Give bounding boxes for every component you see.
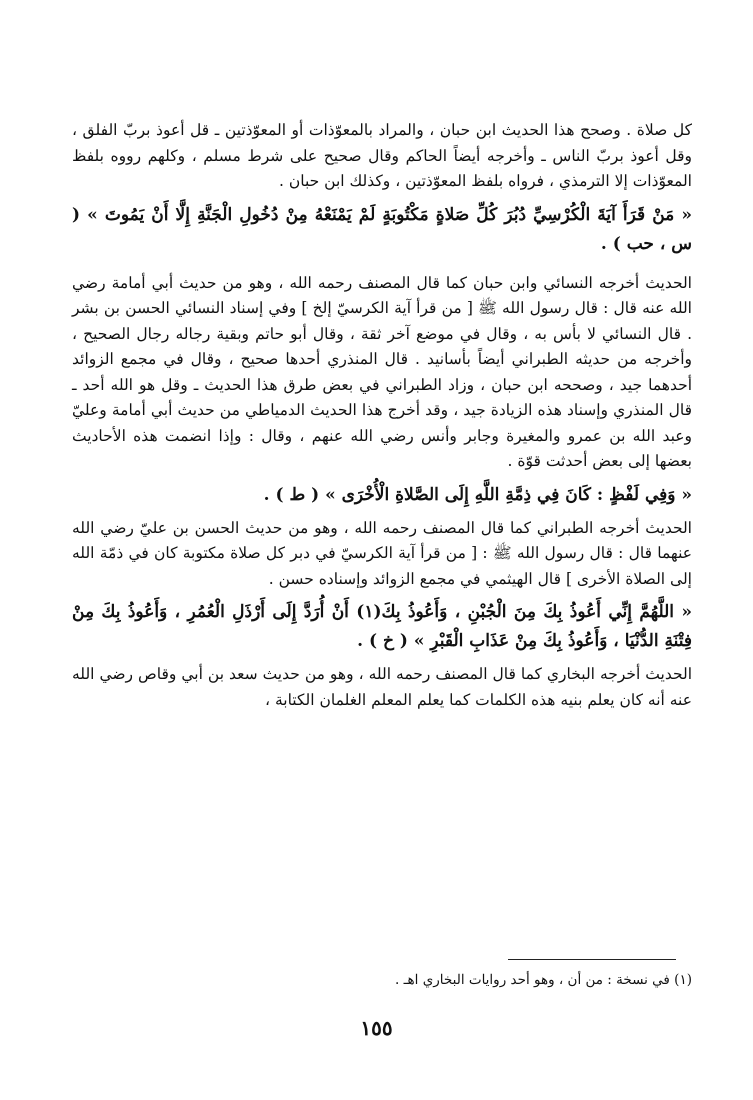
footnote: (١) في نسخة : من أن ، وهو أحد روايات البخاري اهـ . xyxy=(395,972,692,988)
page-body xyxy=(72,118,692,713)
paragraph-commentary-2: الحديث أخرجه النسائي وابن حبان كما قال المصنف رحمه الله ، وهو من حديث أبي أمامة رضي الله عنه قال : قال رسول الله ﷺ [ من قرأ آية الكرسيّ إلخ ] وفي إسناد النسائي الحسن بن بشر . قال النسائي لا بأس به ، وقال في موضع آخر ثقة ، وقال أبو حاتم وبقية رجاله رجال الصحيح ، وأخرجه من حديثه الطبراني أيضاً بأسانيد . قال المنذري أحدها صحيح ، وقال في مجمع الزوائد أحدهما جيد ، وصححه ابن حبان ، وزاد الطبراني في بعض طرق هذا الحديث ـ وقل هو الله أحد ـ قال المنذري وإسناد هذه الزيادة جيد ، وقد أخرج هذا الحديث الدمياطي من حديث أبي أمامة وعليّ وعبد الله بن عمرو والمغيرة وجابر وأنس رضي الله عنهم ، وقال : وإذا انضمت هذه الأحاديث بعضها إلى بعض أحدثت قوّة . xyxy=(72,273,692,470)
hadith-text-3: « اللَّهُمَّ إِنِّي أَعُوذُ بِكَ مِنَ الْجُبْنِ ، وَأَعُوذُ بِكَ(١) أَنْ أُرَدَّ إِلَى أَرْذَلِ الْعُمُرِ ، وَأَعُوذُ بِكَ مِنْ فِتْنَةِ الدُّنْيَا ، وَأَعُوذُ بِكَ مِنْ عَذَابِ الْقَبْرِ » ( خ ) . xyxy=(72,602,692,651)
hadith-text-2: « وَفِي لَفْظٍ : كَانَ فِي ذِمَّةِ اللَّهِ إِلَى الصَّلاةِ الْأُخْرَى » ( ط ) . xyxy=(263,484,692,505)
paragraph-commentary-4: الحديث أخرجه البخاري كما قال المصنف رحمه الله ، وهو من حديث سعد بن أبي وقاص رضي الله عنه أنه كان يعلم بنيه هذه الكلمات كما يعلم المعلم الغلمان الكتابة ، xyxy=(72,665,692,709)
paragraph-commentary-1: كل صلاة . وصحح هذا الحديث ابن حبان ، والمراد بالمعوّذات أو المعوّذتين ـ قل أعوذ بربّ الفلق ، وقل أعوذ بربّ الناس ـ وأخرجه أيضاً الحاكم وقال صحيح على شرط مسلم ، وكلهم رووه بلفظ المعوّذات إلا الترمذي ، فرواه بلفظ المعوّذتين ، وكذلك ابن حبان . xyxy=(72,121,692,190)
footnote-separator xyxy=(508,959,676,960)
hadith-text-1: « مَنْ قَرَأَ آيَةَ الْكُرْسِيِّ دُبُرَ كُلِّ صَلاةٍ مَكْتُوبَةٍ لَمْ يَمْنَعْهُ مِنْ دُخُولِ الْجَنَّةِ إِلَّا أَنْ يَمُوتَ » ( س ، حب ) . xyxy=(72,204,692,254)
paragraph-commentary-3: الحديث أخرجه الطبراني كما قال المصنف رحمه الله ، وهو من حديث الحسن بن عليّ رضي الله عنهما قال : قال رسول الله ﷺ : [ من قرأ آية الكرسيّ في دبر كل صلاة مكتوبة كان في ذمّة الله إلى الصلاة الأخرى ] قال الهيثمي في مجمع الزوائد وإسناده حسن . xyxy=(72,518,692,588)
page-number: ١٥٥ xyxy=(360,1016,393,1040)
